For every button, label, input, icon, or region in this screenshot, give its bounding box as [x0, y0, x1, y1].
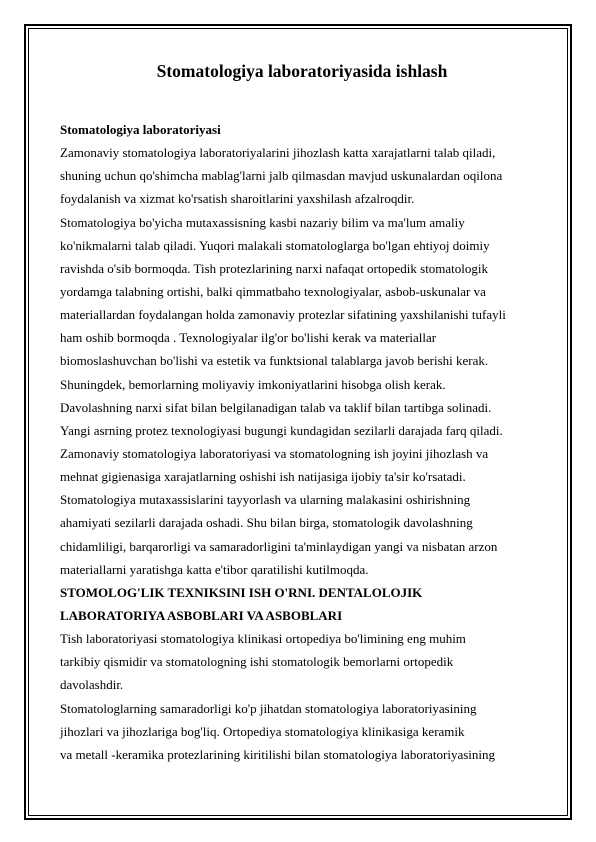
- paragraph-line: materiallardan foydalangan holda zamonaviy protezlar sifatining yaxshilanishi tufayli: [60, 307, 506, 323]
- section-heading-line: LABORATORIYA ASBOBLARI VA ASBOBLARI: [60, 607, 343, 623]
- paragraph-line: tarkibiy qismidir va stomatologning ishi stomatologik bemorlarni ortopedik: [60, 654, 454, 670]
- paragraph-line: ham oshib bormoqda . Texnologiyalar ilg'or bo'lishi kerak va materiallar: [60, 330, 437, 346]
- paragraph-line: ko'nikmalarni talab qiladi. Yuqori malakali stomatologlarga bo'lgan ehtiyoj doimiy: [60, 237, 490, 253]
- paragraph-line: Shuningdek, bemorlarning moliyaviy imkoniyatlarini hisobga olish kerak.: [60, 376, 446, 392]
- paragraph-line: yordamga talabning ortishi, balki qimmatbaho texnologiyalar, asbob-uskunalar va: [60, 283, 486, 299]
- paragraph-line: Davolashning narxi sifat bilan belgilanadigan talab va taklif bilan tartibga solinadi.: [60, 399, 492, 415]
- document-body: [60, 118, 544, 766]
- paragraph-line: chidamliligi, barqarorligi va samaradorligini ta'minlaydigan yangi va nisbatan arzon: [60, 538, 498, 554]
- paragraph-line: Tish laboratoriyasi stomatologiya klinikasi ortopediya bo'limining eng muhim: [60, 631, 466, 647]
- document-content: [60, 60, 544, 766]
- paragraph-line: Zamonaviy stomatologiya laboratoriyasi va stomatologning ish joyini jihozlash va: [60, 445, 489, 461]
- paragraph-line: davolashdir.: [60, 677, 124, 693]
- paragraph-line: shuning uchun qo'shimcha mablag'larni jalb qilmasdan mavjud uskunalardan oqilona: [60, 168, 503, 184]
- paragraph-line: Stomatologlarning samaradorligi ko'p jihatdan stomatologiya laboratoriyasining: [60, 700, 477, 716]
- paragraph-line: ravishda o'sib bormoqda. Tish protezlarining narxi nafaqat ortopedik stomatologik: [60, 260, 489, 276]
- paragraph-line: ahamiyati sezilarli darajada oshadi. Shu bilan birga, stomatologik davolashning: [60, 515, 473, 531]
- paragraph-line: Yangi asrning protez texnologiyasi bugungi kundagidan sezilarli darajada farq qiladi.: [60, 422, 503, 438]
- paragraph-line: Stomatologiya bo'yicha mutaxassisning kasbi nazariy bilim va ma'lum amaliy: [60, 214, 465, 230]
- section-heading-line: Stomatologiya laboratoriyasi: [60, 122, 221, 137]
- paragraph-line: materiallarni yaratishga katta e'tibor qaratilishi kutilmoqda.: [60, 561, 369, 577]
- paragraph-line: jihozlari va jihozlariga bog'liq. Ortopediya stomatologiya klinikasiga keramik: [60, 723, 465, 739]
- section-heading-line: STOMOLOG'LIK TEXNIKSINI ISH O'RNI. DENTALOLOJIK: [60, 584, 423, 600]
- paragraph-line: biomoslashuvchan bo'lishi va estetik va funktsional talablarga javob berishi kerak.: [60, 353, 489, 369]
- paragraph-line: foydalanish va xizmat ko'rsatish sharoitlarini yaxshilash afzalroqdir.: [60, 191, 415, 207]
- document-title: Stomatologiya laboratoriyasida ishlash: [156, 61, 448, 81]
- paragraph-line: Stomatologiya mutaxassislarini tayyorlash va ularning malakasini oshirishning: [60, 492, 471, 508]
- paragraph-line: va metall -keramika protezlarining kiritilishi bilan stomatologiya laboratoriyasining: [60, 746, 496, 762]
- paragraph-line: mehnat gigienasiga xarajatlarning oshishi ish natijasiga ijobiy ta'sir ko'rsatadi.: [60, 469, 466, 485]
- paragraph-line: Zamonaviy stomatologiya laboratoriyalarini jihozlash katta xarajatlarni talab qiladi,: [60, 145, 496, 161]
